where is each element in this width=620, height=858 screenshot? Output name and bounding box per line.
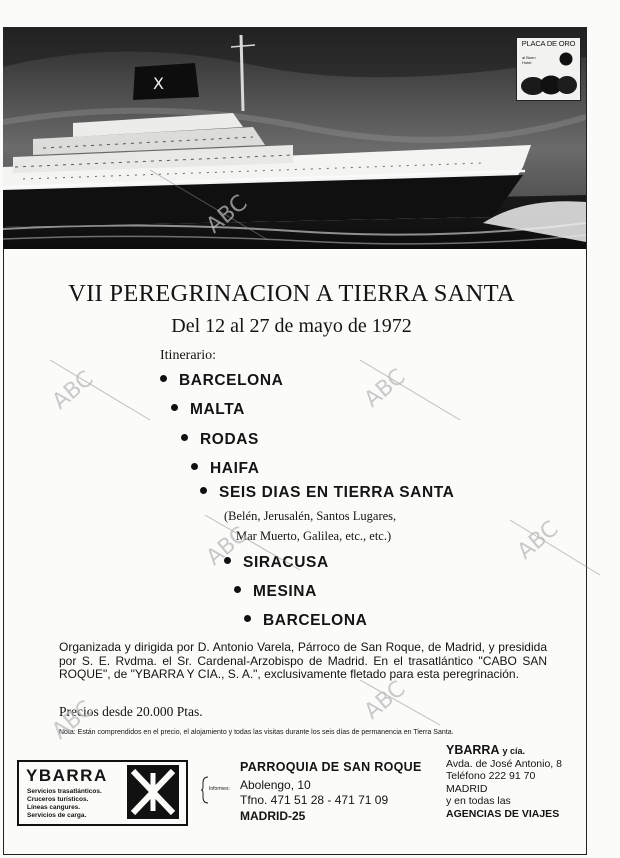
holy-land-places-line: (Belén, Jerusalén, Santos Lugares, (224, 509, 397, 523)
agency-address: Avda. de José Antonio, 8 (446, 757, 562, 770)
itinerary-stop: MESINA (234, 583, 317, 601)
holy-land-places-line: Mar Muerto, Galilea, etc., etc.) (236, 529, 392, 543)
itinerary-label: Itinerario: (160, 348, 216, 363)
itinerary-stop: HAIFA (191, 460, 260, 478)
ship-illustration (3, 27, 586, 249)
agency-name-suffix: y cía. (502, 746, 526, 756)
agency-name-line (446, 744, 581, 758)
logo-service-line: Servicios trasatlánticos. (27, 788, 102, 795)
itinerary-stop: BARCELONA (244, 612, 367, 630)
watermark-text: ABC (359, 364, 411, 413)
headline: VII PEREGRINACION A TIERRA SANTA (68, 280, 515, 307)
description-paragraph: Organizada y dirigida por D. Antonio Varela, Párroco de San Roque, de Madrid, y presidida por S. E. Rvdma. el Sr. Cardenal-Arzobispo de Madrid. En el trasatlántico "CABO SAN ROQUE", de "YBARRA Y CIA., S. A.", exclusivamente fletado para esta peregrinación. (59, 640, 547, 681)
price-note: Nota: Están comprendidos en el precio, el alojamiento y todas las visitas durante los seis días de permanencia en Tierra Santa. (59, 729, 454, 736)
svg-text:X: X (153, 74, 164, 93)
logo-service-line: Cruceros turísticos. (27, 796, 89, 803)
agency-agencies: AGENCIAS DE VIAJES (446, 807, 560, 820)
watermark-text: ABC (47, 366, 99, 415)
logo-service-line: Servicios de carga. (27, 812, 87, 819)
parish-name: PARROQUIA DE SAN ROQUE (240, 760, 422, 774)
logo-name: YBARRA (26, 766, 108, 785)
parish-contact (240, 760, 422, 824)
parish-address: Abolengo, 10 (240, 777, 311, 792)
plaque-medal-icon (517, 38, 580, 100)
trip-dates: Del 12 al 27 de mayo de 1972 (171, 315, 412, 337)
watermark-text: ABC (201, 190, 253, 239)
brace-icon (201, 776, 209, 804)
itinerary-stop: BARCELONA (160, 372, 283, 390)
ybarra-flag-icon (127, 765, 179, 819)
parish-city: MADRID-25 (240, 808, 306, 823)
inscriptions-label: Informes: (209, 786, 230, 792)
agency-city: MADRID (446, 782, 488, 795)
itinerary-stop: MALTA (171, 401, 245, 419)
agency-phone: Teléfono 222 91 70 (446, 770, 536, 782)
prices-line: Precios desde 20.000 Ptas. (59, 704, 203, 719)
agency-also: y en todas las (446, 795, 511, 807)
itinerary-stop: SEIS DIAS EN TIERRA SANTA (200, 484, 454, 502)
watermark-text: ABC (201, 522, 253, 571)
watermark-text: ABC (512, 516, 564, 565)
badge-caption: al Buen Hotel (522, 55, 536, 65)
gold-plaque-badge (516, 37, 581, 101)
agency-name: YBARRA (446, 743, 500, 757)
watermark-text: ABC (359, 676, 411, 725)
itinerary-stop: RODAS (181, 431, 259, 449)
itinerary-stop: SIRACUSA (224, 554, 329, 572)
parish-phones: Tfno. 471 51 28 - 471 71 09 (240, 793, 389, 807)
agency-contact (446, 744, 581, 820)
ybarra-logo (17, 760, 188, 826)
badge-title: PLACA DE ORO (521, 39, 576, 48)
logo-service-line: Líneas cangures. (27, 804, 81, 811)
logo-services (27, 788, 119, 820)
watermark-text: ABC (47, 696, 99, 745)
